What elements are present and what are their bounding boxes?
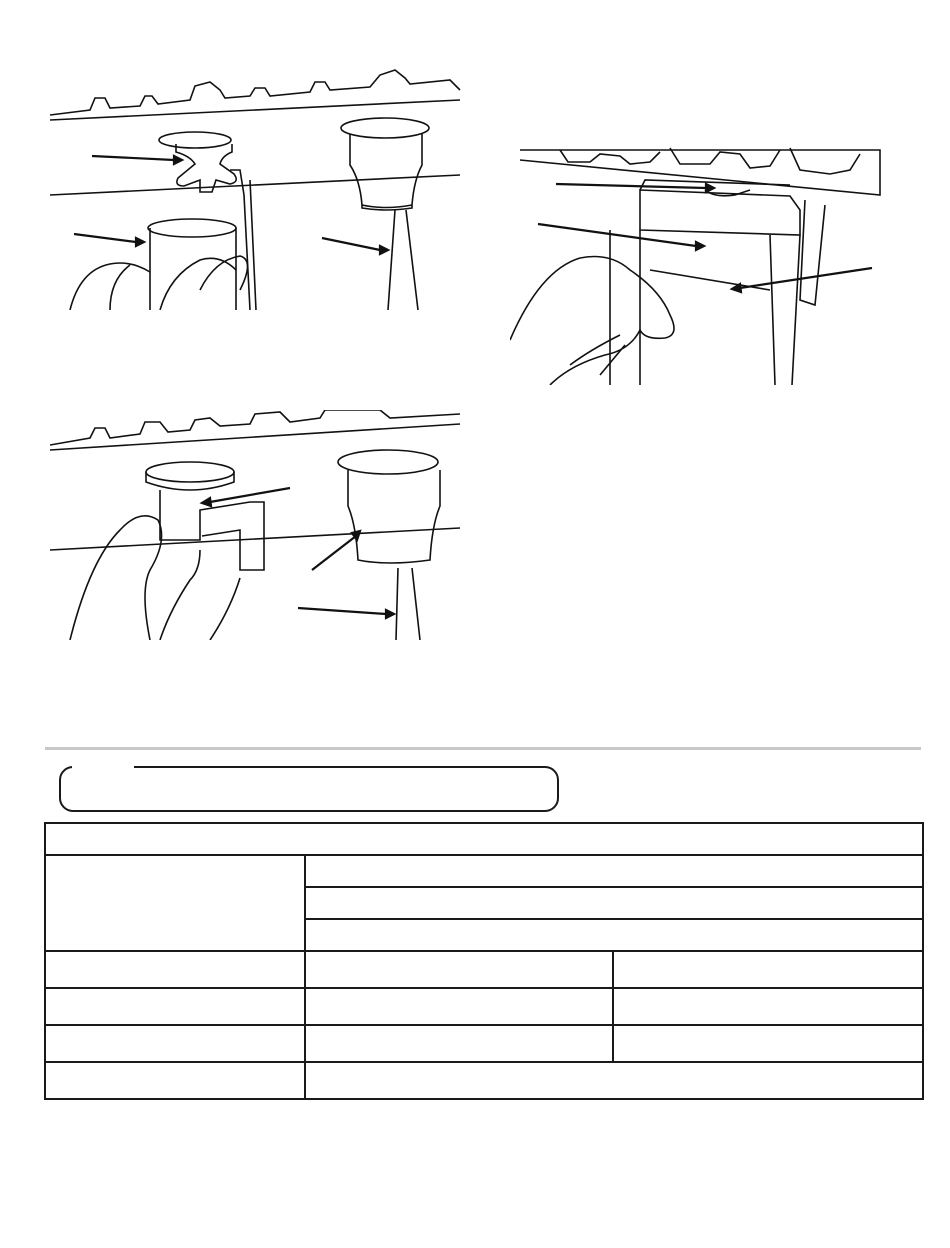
table-row	[45, 1062, 923, 1099]
table-cell	[613, 1025, 923, 1062]
table-cell	[45, 988, 305, 1025]
faucet-adapter-figure	[50, 60, 470, 310]
section-heading-tab	[72, 764, 134, 770]
table-cell	[305, 988, 613, 1025]
table-row	[45, 823, 923, 855]
table-row	[45, 988, 923, 1025]
table-cell	[45, 1025, 305, 1062]
table-row	[45, 855, 923, 887]
cleaning-tool-illustration	[510, 140, 890, 385]
section-divider	[45, 747, 921, 750]
table-cell	[613, 951, 923, 988]
table-cell	[305, 1062, 923, 1099]
table-cell	[305, 1025, 613, 1062]
table-header	[45, 823, 923, 855]
section-heading-line	[134, 766, 544, 768]
faucet-adapter-illustration	[50, 60, 470, 310]
specification-table	[44, 822, 924, 1100]
cleaning-tool-figure	[510, 140, 890, 385]
section-heading-box	[59, 766, 559, 812]
faucet-hose-figure	[50, 410, 470, 640]
table-cell	[305, 887, 923, 919]
table-cell	[613, 988, 923, 1025]
faucet-hose-illustration	[50, 410, 470, 640]
table-cell	[305, 855, 923, 887]
table-cell	[45, 855, 305, 951]
table-row	[45, 951, 923, 988]
table-cell	[305, 951, 613, 988]
table-cell	[45, 951, 305, 988]
table-cell	[45, 1062, 305, 1099]
table-cell	[305, 919, 923, 951]
table-row	[45, 1025, 923, 1062]
